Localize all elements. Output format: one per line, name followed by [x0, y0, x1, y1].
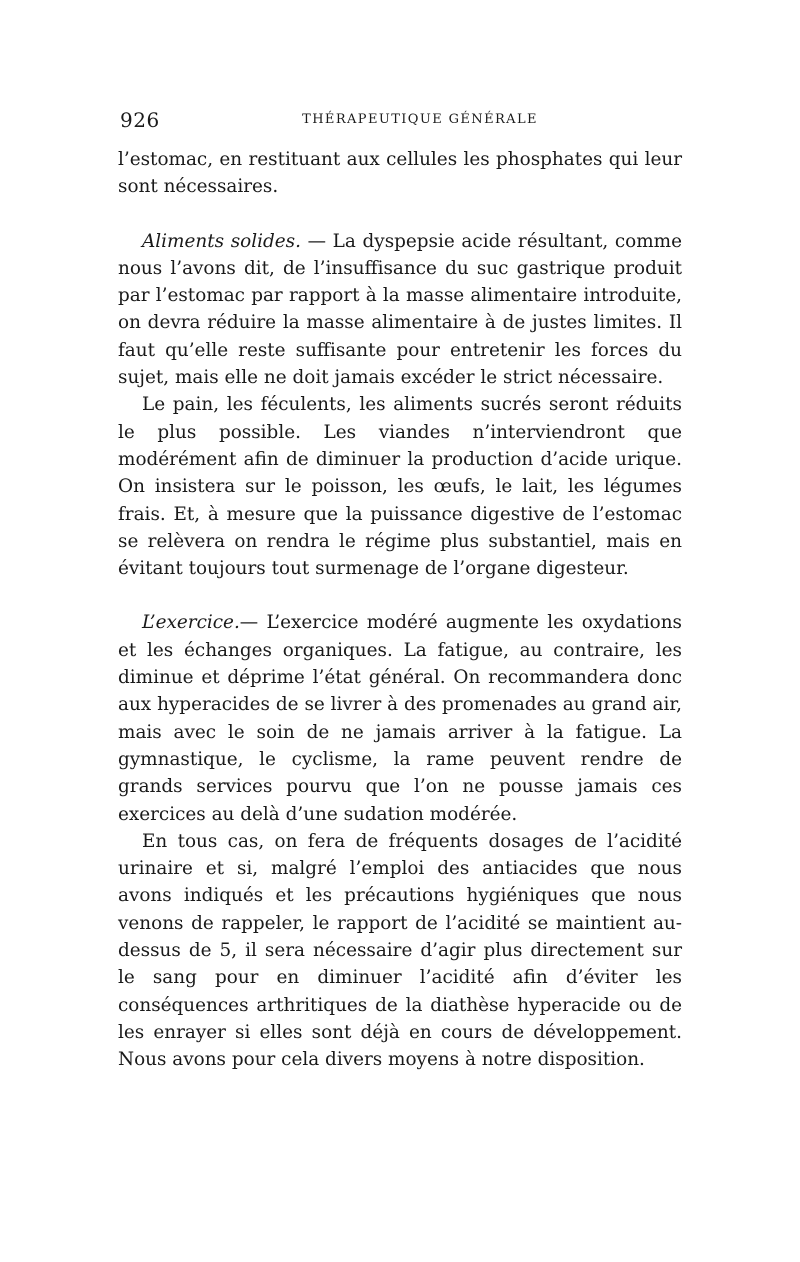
paragraph-text: — L’exercice modéré augmente les oxydations et les échanges organiques. La fatigue, au contraire, les diminue et déprime l’état général. On recommandera donc aux hyperacides de se livrer à des promenades au grand air, mais avec le soin de ne jamais arriver à la fatigue. La gymnastique, le cyclisme, la rame peuvent rendre de grands services pourvu que l’on ne pousse jamais ces exercices au delà d’une sudation modérée.	[118, 612, 682, 825]
page-number: 926	[120, 108, 160, 132]
paragraph-text: En tous cas, on fera de fréquents dosages de l’acidité urinaire et si, malgré l’emploi des antiacides que nous avons indiqués et les précautions hygiéniques que nous venons de rappeler, le rapport de l’acidité se maintient au-dessus de 5, il sera nécessaire d’agir plus directement sur le sang pour en diminuer l’acidité afin d’éviter les conséquences arthritiques de la diathèse hyperacide ou de les enrayer si elles sont déjà en cours de développement. Nous avons pour cela divers moyens à notre disposition.	[118, 830, 682, 1071]
paragraph-text: l’estomac, en restituant aux cellules les phosphates qui leur sont nécessaires.	[118, 149, 682, 198]
section-title-aliments-solides: Aliments solides.	[142, 230, 301, 252]
paragraph-acidite	[118, 828, 682, 1074]
body-text	[118, 146, 682, 1074]
running-head	[118, 108, 682, 138]
running-title: THÉRAPEUTIQUE GÉNÉRALE	[302, 112, 538, 127]
book-page	[118, 108, 682, 1074]
paragraph-aliments-solides	[118, 228, 682, 392]
paragraph-text: — La dyspepsie acide résultant, comme nous l’avons dit, de l’insuffisance du suc gastrique produit par l’estomac par rapport à la masse alimentaire introduite, on devra réduire la masse alimentaire à de justes limites. Il faut qu’elle reste suffisante pour entretenir les forces du sujet, mais elle ne doit jamais excéder le strict nécessaire.	[118, 230, 682, 389]
paragraph-regime	[118, 391, 682, 582]
section-title-exercice: L’exercice.	[142, 612, 240, 634]
paragraph-continuation	[118, 146, 682, 201]
paragraph-exercice	[118, 609, 682, 827]
paragraph-text: Le pain, les féculents, les aliments sucrés seront réduits le plus possible. Les viandes n’interviendront que modérément afin de diminuer la production d’acide urique. On insistera sur le poisson, les œufs, le lait, les légumes frais. Et, à mesure que la puissance digestive de l’estomac se relèvera on rendra le régime plus substantiel, mais en évitant toujours tout surmenage de l’organe digesteur.	[118, 394, 682, 580]
